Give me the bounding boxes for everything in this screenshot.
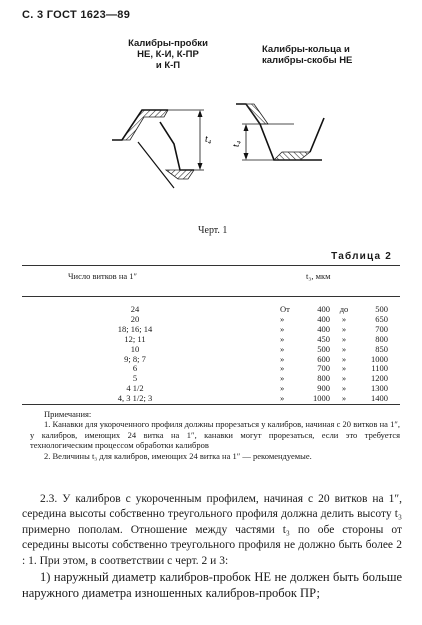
- table-cell: 4 1/2: [126, 383, 144, 394]
- table-cell: 800: [317, 373, 330, 384]
- table-cell: 1200: [371, 373, 388, 384]
- table-column-t3: [280, 305, 410, 404]
- table-cell: »: [341, 343, 347, 354]
- figure-left-caption-line: НЕ, К-И, К-ПР: [137, 49, 199, 60]
- note-item: 2. Величины t₃ для калибров, имеющих 24 витка на 1″ — рекомендуемые.: [44, 450, 312, 461]
- paragraph-item-1: 1) наружный диаметр калибров-пробок НЕ не должен быть больше наружного диаметра изношенных калибров-пробок ПР;: [22, 570, 402, 601]
- table-cell: 12; 11: [124, 333, 146, 344]
- table-cell: 700: [375, 323, 388, 334]
- table-cell: 10: [130, 343, 140, 354]
- table-cell: »: [341, 383, 347, 394]
- figure-left-caption-line: и К-П: [155, 60, 181, 71]
- table-cell: »: [280, 373, 285, 384]
- table-cell: 24: [130, 304, 140, 314]
- table-cell: 1300: [371, 383, 388, 394]
- table-cell: »: [341, 313, 347, 324]
- table-cell: 6: [132, 363, 138, 374]
- figure-left-caption: [126, 38, 210, 71]
- table-cell: 1000: [371, 353, 388, 364]
- table-cell: »: [280, 353, 285, 364]
- table-cell: 800: [375, 333, 388, 344]
- figure-left-caption-line: Калибры-пробки: [128, 38, 208, 49]
- table-cell: »: [280, 393, 285, 404]
- table-cell: »: [341, 393, 347, 404]
- table-cell: 1100: [371, 363, 388, 374]
- table-top-rule: [22, 265, 400, 266]
- table-cell: 650: [375, 313, 388, 324]
- table-cell: »: [341, 363, 347, 374]
- table-cell: 1000: [313, 393, 330, 404]
- table-column-turns: [60, 305, 210, 404]
- table-header-rule: [22, 296, 400, 297]
- table-cell: »: [280, 323, 285, 334]
- figure-right-caption: [262, 44, 372, 66]
- table-notes: [30, 409, 400, 461]
- page-header: С. 3 ГОСТ 1623—89: [22, 9, 131, 21]
- body-text: [22, 492, 402, 601]
- table-cell: 850: [375, 343, 388, 354]
- figure-right-caption-line: калибры-скобы НЕ: [262, 55, 353, 66]
- table-cell: »: [280, 333, 285, 344]
- table-bottom-rule: [22, 404, 400, 405]
- table-cell: 4, 3 1/2; 3: [117, 393, 153, 404]
- left-profile-drawing: [108, 84, 212, 194]
- table-cell: 400: [317, 323, 330, 334]
- notes-heading: Примечания:: [44, 409, 92, 419]
- table-cell: »: [341, 353, 347, 364]
- table-cell: »: [341, 323, 347, 334]
- table-cell: 9; 8; 7: [124, 353, 146, 364]
- table-cell: От: [280, 304, 290, 314]
- table-cell: 400: [317, 304, 330, 314]
- table-cell: до: [339, 304, 349, 314]
- table-cell: 400: [317, 313, 330, 324]
- note-item: 1. Канавки для укороченного профиля должны прорезаться у калибров, начиная с 20 витков на 1″, у калибров, имеющих 24 витка на 1″, канавки могут прорезаться, если это требуется технологическим процессом обработки калибров: [30, 419, 400, 451]
- table-cell: 600: [317, 353, 330, 364]
- table-cell: 500: [375, 304, 388, 314]
- dimension-label-t4: t₄: [231, 140, 242, 147]
- table-cell: »: [280, 383, 285, 394]
- figure-label: Черт. 1: [198, 225, 228, 236]
- table-cell: 5: [132, 373, 138, 384]
- paragraph-2-3: 2.3. У калибров с укороченным профилем, начиная с 20 витков на 1″, середина высоты собственно треугольного профиля должна делить высоту t₃ примерно пополам. Отношение между частями t₃ по обе стороны от середины высоты собственно треугольного профиля не должно быть более 2 : 1. При этом, в соответствии с черт. 2 и 3:: [22, 493, 402, 567]
- table-header-t3: t₃, мкм: [306, 271, 331, 281]
- table-cell: 450: [317, 333, 330, 344]
- right-profile-drawing: [228, 98, 328, 208]
- table-cell: »: [341, 333, 347, 344]
- table-cell: »: [280, 313, 285, 324]
- table-row: [280, 394, 410, 404]
- table-title: Таблица 2: [331, 251, 392, 262]
- table-cell: 500: [317, 343, 330, 354]
- table-cell: »: [341, 373, 347, 384]
- table-header-turns: Число витков на 1″: [68, 271, 138, 281]
- table-cell: 20: [130, 313, 140, 324]
- table-cell: 900: [317, 383, 330, 394]
- table-cell: »: [280, 343, 285, 354]
- figure-right-caption-line: Калибры-кольца и: [262, 44, 350, 55]
- table-cell: 1400: [371, 393, 388, 404]
- dimension-label-t4: t₄: [205, 134, 212, 145]
- table-cell: »: [280, 363, 285, 374]
- table-cell: 700: [317, 363, 330, 374]
- table-cell: 18; 16; 14: [117, 323, 153, 334]
